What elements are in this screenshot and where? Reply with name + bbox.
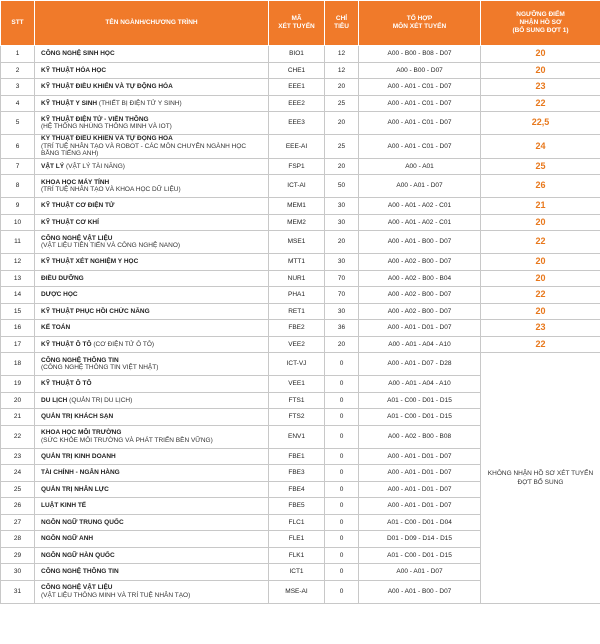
program-name-cell bbox=[35, 303, 269, 320]
combo-cell: A00 - A01 - C01 - D07 bbox=[359, 95, 481, 112]
program-name-cell bbox=[35, 231, 269, 254]
no-admission-note: KHÔNG NHẬN HỒ SƠ XÉT TUYỂN ĐỢT BỔ SUNG bbox=[481, 353, 600, 604]
stt-cell: 24 bbox=[1, 465, 35, 482]
program-name: DU LỊCH bbox=[41, 396, 68, 404]
stt-cell: 8 bbox=[1, 175, 35, 198]
program-name-cell bbox=[35, 158, 269, 175]
header-combo: TỔ HỢP MÔN XÉT TUYỂN bbox=[359, 1, 481, 46]
stt-cell: 2 bbox=[1, 62, 35, 79]
program-subtitle: (SỨC KHỎE MÔI TRƯỜNG VÀ PHÁT TRIỂN BỀN VỮNG) bbox=[41, 436, 213, 444]
table-row bbox=[1, 254, 600, 271]
quota-cell: 70 bbox=[325, 270, 359, 287]
program-name-cell bbox=[35, 498, 269, 515]
quota-cell: 0 bbox=[325, 465, 359, 482]
quota-cell: 0 bbox=[325, 409, 359, 426]
program-name: CÔNG NGHỆ VẬT LIỆU bbox=[41, 584, 113, 591]
code-cell: FSP1 bbox=[269, 158, 325, 175]
table-row bbox=[1, 214, 600, 231]
program-name: ĐIỀU DƯỠNG bbox=[41, 274, 84, 282]
stt-cell: 28 bbox=[1, 531, 35, 548]
program-name-cell bbox=[35, 514, 269, 531]
program-name-cell bbox=[35, 198, 269, 215]
code-cell: ICT-AI bbox=[269, 175, 325, 198]
program-name-cell bbox=[35, 270, 269, 287]
quota-cell: 25 bbox=[325, 135, 359, 159]
stt-cell: 3 bbox=[1, 79, 35, 96]
code-cell: MEM1 bbox=[269, 198, 325, 215]
program-name-cell bbox=[35, 320, 269, 337]
program-name-cell bbox=[35, 376, 269, 393]
code-cell: MSE-AI bbox=[269, 580, 325, 603]
combo-cell: A00 - B00 - B08 - D07 bbox=[359, 46, 481, 63]
program-name-cell bbox=[35, 409, 269, 426]
combo-cell: A00 - A02 - B00 - B08 bbox=[359, 425, 481, 448]
header-name: TÊN NGÀNH/CHƯƠNG TRÌNH bbox=[35, 1, 269, 46]
table-row bbox=[1, 112, 600, 135]
score-cell: 22,5 bbox=[481, 112, 600, 135]
program-name: KHOA HỌC MÔI TRƯỜNG bbox=[41, 429, 122, 436]
quota-cell: 30 bbox=[325, 214, 359, 231]
table-row bbox=[1, 198, 600, 215]
table-row bbox=[1, 270, 600, 287]
stt-cell: 1 bbox=[1, 46, 35, 63]
header-code: MÃ XÉT TUYỂN bbox=[269, 1, 325, 46]
program-name: DƯỢC HỌC bbox=[41, 291, 78, 298]
program-name-cell bbox=[35, 95, 269, 112]
code-cell: NUR1 bbox=[269, 270, 325, 287]
program-name: KỸ THUẬT CƠ ĐIỆN TỬ bbox=[41, 202, 115, 209]
program-subtitle: (TRÍ TUỆ NHÂN TẠO VÀ ROBOT - CÁC MÔN CHUYÊN NGÀNH HỌC BẰNG TIẾNG ANH) bbox=[41, 142, 247, 157]
program-name: VẬT LÝ bbox=[41, 162, 65, 170]
header-quota: CHỈ TIÊU bbox=[325, 1, 359, 46]
program-name-cell bbox=[35, 254, 269, 271]
program-name: KỸ THUẬT XÉT NGHIỆM Y HỌC bbox=[41, 258, 139, 265]
combo-cell: A00 - A01 - D01 - D07 bbox=[359, 498, 481, 515]
score-cell: 24 bbox=[481, 135, 600, 159]
quota-cell: 0 bbox=[325, 564, 359, 581]
code-cell: FLK1 bbox=[269, 547, 325, 564]
code-cell: RET1 bbox=[269, 303, 325, 320]
stt-cell: 11 bbox=[1, 231, 35, 254]
table-row bbox=[1, 175, 600, 198]
program-name-cell bbox=[35, 580, 269, 603]
program-name: KỸ THUẬT ĐIỀU KHIỂN VÀ TỰ ĐỘNG HÓA bbox=[41, 135, 173, 142]
quota-cell: 0 bbox=[325, 514, 359, 531]
score-cell: 22 bbox=[481, 287, 600, 304]
stt-cell: 19 bbox=[1, 376, 35, 393]
code-cell: ICT1 bbox=[269, 564, 325, 581]
program-name-cell bbox=[35, 531, 269, 548]
program-name: KỸ THUẬT Ô TÔ bbox=[41, 380, 92, 387]
program-name-cell bbox=[35, 392, 269, 409]
program-name-cell bbox=[35, 214, 269, 231]
program-name-cell bbox=[35, 112, 269, 135]
code-cell: FBE5 bbox=[269, 498, 325, 515]
combo-cell: A00 - A01 - D01 - D07 bbox=[359, 465, 481, 482]
program-name-cell bbox=[35, 448, 269, 465]
table-row bbox=[1, 46, 600, 63]
combo-cell: A01 - C00 - D01 - D15 bbox=[359, 409, 481, 426]
program-name-cell bbox=[35, 135, 269, 159]
stt-cell: 12 bbox=[1, 254, 35, 271]
stt-cell: 6 bbox=[1, 135, 35, 159]
combo-cell: A00 - A01 - C01 - D07 bbox=[359, 112, 481, 135]
stt-cell: 13 bbox=[1, 270, 35, 287]
stt-cell: 15 bbox=[1, 303, 35, 320]
table-row bbox=[1, 320, 600, 337]
stt-cell: 7 bbox=[1, 158, 35, 175]
quota-cell: 30 bbox=[325, 254, 359, 271]
code-cell: CHE1 bbox=[269, 62, 325, 79]
score-cell: 22 bbox=[481, 231, 600, 254]
combo-cell: A00 - A01 bbox=[359, 158, 481, 175]
code-cell: ICT-VJ bbox=[269, 353, 325, 376]
quota-cell: 20 bbox=[325, 158, 359, 175]
score-cell: 20 bbox=[481, 214, 600, 231]
code-cell: FBE1 bbox=[269, 448, 325, 465]
score-cell: 22 bbox=[481, 95, 600, 112]
quota-cell: 20 bbox=[325, 336, 359, 353]
program-name: NGÔN NGỮ TRUNG QUỐC bbox=[41, 518, 124, 526]
program-name: KHOA HỌC MÁY TÍNH bbox=[41, 178, 110, 186]
program-subtitle: (CÔNG NGHỆ THÔNG TIN VIỆT NHẬT) bbox=[41, 364, 159, 371]
stt-cell: 20 bbox=[1, 392, 35, 409]
program-name: KỸ THUẬT HÓA HỌC bbox=[41, 66, 107, 74]
stt-cell: 25 bbox=[1, 481, 35, 498]
combo-cell: A00 - A01 - D07 bbox=[359, 564, 481, 581]
quota-cell: 0 bbox=[325, 448, 359, 465]
combo-cell: A00 - A02 - B00 - D07 bbox=[359, 287, 481, 304]
code-cell: FLE1 bbox=[269, 531, 325, 548]
table-body bbox=[1, 46, 600, 604]
program-name: NGÔN NGỮ ANH bbox=[41, 535, 94, 542]
code-cell: MEM2 bbox=[269, 214, 325, 231]
program-name: KẾ TOÁN bbox=[41, 324, 71, 331]
stt-cell: 4 bbox=[1, 95, 35, 112]
stt-cell: 9 bbox=[1, 198, 35, 215]
combo-cell: A00 - A01 - A04 - A10 bbox=[359, 376, 481, 393]
stt-cell: 31 bbox=[1, 580, 35, 603]
program-subtitle: (VẬT LIỆU TIÊN TIẾN VÀ CÔNG NGHỆ NANO) bbox=[41, 242, 181, 249]
header-stt: STT bbox=[1, 1, 35, 46]
score-cell: 23 bbox=[481, 320, 600, 337]
program-name: NGÔN NGỮ HÀN QUỐC bbox=[41, 551, 115, 559]
code-cell: FTS1 bbox=[269, 392, 325, 409]
combo-cell: A00 - A01 - D01 - D07 bbox=[359, 320, 481, 337]
code-cell: ENV1 bbox=[269, 425, 325, 448]
program-name-cell bbox=[35, 481, 269, 498]
table-row bbox=[1, 287, 600, 304]
score-cell: 20 bbox=[481, 254, 600, 271]
score-cell: 26 bbox=[481, 175, 600, 198]
score-cell: 20 bbox=[481, 62, 600, 79]
program-name: KỸ THUẬT Ô TÔ bbox=[41, 340, 92, 348]
code-cell: FLC1 bbox=[269, 514, 325, 531]
stt-cell: 14 bbox=[1, 287, 35, 304]
combo-cell: A00 - A01 - B00 - D07 bbox=[359, 580, 481, 603]
code-cell: FTS2 bbox=[269, 409, 325, 426]
stt-cell: 29 bbox=[1, 547, 35, 564]
program-name-cell bbox=[35, 425, 269, 448]
code-cell: FBE4 bbox=[269, 481, 325, 498]
program-subtitle: (QUẢN TRỊ DU LỊCH) bbox=[69, 396, 133, 404]
combo-cell: A01 - C00 - D01 - D15 bbox=[359, 547, 481, 564]
quota-cell: 0 bbox=[325, 425, 359, 448]
score-cell: 25 bbox=[481, 158, 600, 175]
stt-cell: 10 bbox=[1, 214, 35, 231]
program-name: CÔNG NGHỆ SINH HỌC bbox=[41, 50, 115, 57]
code-cell: MTT1 bbox=[269, 254, 325, 271]
program-name-cell bbox=[35, 62, 269, 79]
quota-cell: 12 bbox=[325, 46, 359, 63]
table-row bbox=[1, 79, 600, 96]
score-cell: 22 bbox=[481, 336, 600, 353]
program-subtitle: (THIẾT BỊ ĐIỆN TỬ Y SINH) bbox=[98, 99, 182, 107]
program-name: CÔNG NGHỆ THÔNG TIN bbox=[41, 568, 119, 575]
quota-cell: 0 bbox=[325, 531, 359, 548]
code-cell: VEE1 bbox=[269, 376, 325, 393]
quota-cell: 20 bbox=[325, 231, 359, 254]
program-subtitle: (VẬT LIỆU THÔNG MINH VÀ TRÍ TUỆ NHÂN TẠO) bbox=[41, 591, 191, 599]
table-row bbox=[1, 95, 600, 112]
stt-cell: 5 bbox=[1, 112, 35, 135]
code-cell: FBE2 bbox=[269, 320, 325, 337]
stt-cell: 22 bbox=[1, 425, 35, 448]
program-name: KỸ THUẬT Y SINH bbox=[41, 99, 98, 107]
combo-cell: A00 - A01 - A04 - A10 bbox=[359, 336, 481, 353]
quota-cell: 30 bbox=[325, 303, 359, 320]
code-cell: MSE1 bbox=[269, 231, 325, 254]
table-row bbox=[1, 303, 600, 320]
combo-cell: A01 - C00 - D01 - D04 bbox=[359, 514, 481, 531]
combo-cell: A00 - A01 - C01 - D07 bbox=[359, 79, 481, 96]
program-subtitle: (CƠ ĐIỆN TỬ Ô TÔ) bbox=[93, 340, 155, 348]
combo-cell: A00 - A01 - B00 - D07 bbox=[359, 231, 481, 254]
program-name: LUẬT KINH TẾ bbox=[41, 502, 87, 509]
program-name-cell bbox=[35, 465, 269, 482]
program-name: QUẢN TRỊ KINH DOANH bbox=[41, 452, 116, 460]
stt-cell: 30 bbox=[1, 564, 35, 581]
program-name: QUẢN TRỊ NHÂN LỰC bbox=[41, 485, 109, 493]
stt-cell: 27 bbox=[1, 514, 35, 531]
stt-cell: 23 bbox=[1, 448, 35, 465]
code-cell: BIO1 bbox=[269, 46, 325, 63]
quota-cell: 36 bbox=[325, 320, 359, 337]
quota-cell: 0 bbox=[325, 498, 359, 515]
quota-cell: 20 bbox=[325, 112, 359, 135]
quota-cell: 50 bbox=[325, 175, 359, 198]
combo-cell: A00 - A01 - D07 - D28 bbox=[359, 353, 481, 376]
score-cell: 20 bbox=[481, 270, 600, 287]
stt-cell: 21 bbox=[1, 409, 35, 426]
combo-cell: A00 - A02 - B00 - D07 bbox=[359, 254, 481, 271]
program-name: KỸ THUẬT CƠ KHÍ bbox=[41, 218, 99, 226]
stt-cell: 18 bbox=[1, 353, 35, 376]
program-subtitle: (VẬT LÝ TÀI NĂNG) bbox=[65, 162, 125, 170]
header-score: NGƯỠNG ĐIỂM NHẬN HỒ SƠ (BỔ SUNG ĐỢT 1) bbox=[481, 1, 600, 46]
program-name: KỸ THUẬT ĐIỀU KHIỂN VÀ TỰ ĐỘNG HÓA bbox=[41, 83, 173, 90]
combo-cell: A00 - A01 - A02 - C01 bbox=[359, 214, 481, 231]
program-name-cell bbox=[35, 175, 269, 198]
score-cell: 20 bbox=[481, 303, 600, 320]
code-cell: EEE-AI bbox=[269, 135, 325, 159]
program-name-cell bbox=[35, 336, 269, 353]
table-row bbox=[1, 231, 600, 254]
combo-cell: A00 - B00 - D07 bbox=[359, 62, 481, 79]
program-name-cell bbox=[35, 79, 269, 96]
combo-cell: D01 - D09 - D14 - D15 bbox=[359, 531, 481, 548]
table-row bbox=[1, 353, 600, 376]
quota-cell: 0 bbox=[325, 376, 359, 393]
code-cell: EEE3 bbox=[269, 112, 325, 135]
quota-cell: 0 bbox=[325, 580, 359, 603]
program-name: KỸ THUẬT PHỤC HỒI CHỨC NĂNG bbox=[41, 307, 150, 315]
quota-cell: 0 bbox=[325, 547, 359, 564]
program-name: CÔNG NGHỆ THÔNG TIN bbox=[41, 356, 119, 364]
program-name: QUẢN TRỊ KHÁCH SẠN bbox=[41, 413, 114, 420]
combo-cell: A00 - A01 - D01 - D07 bbox=[359, 481, 481, 498]
program-name: KỸ THUẬT ĐIỆN TỬ - VIỄN THÔNG bbox=[41, 115, 149, 123]
table-row bbox=[1, 62, 600, 79]
score-cell: 21 bbox=[481, 198, 600, 215]
combo-cell: A00 - A01 - D01 - D07 bbox=[359, 448, 481, 465]
program-name: CÔNG NGHỆ VẬT LIỆU bbox=[41, 234, 113, 242]
combo-cell: A00 - A02 - B00 - D07 bbox=[359, 303, 481, 320]
stt-cell: 26 bbox=[1, 498, 35, 515]
score-cell: 20 bbox=[481, 46, 600, 63]
header-row bbox=[1, 1, 600, 46]
stt-cell: 16 bbox=[1, 320, 35, 337]
table-row bbox=[1, 158, 600, 175]
quota-cell: 0 bbox=[325, 392, 359, 409]
table-row bbox=[1, 336, 600, 353]
combo-cell: A00 - A01 - A02 - C01 bbox=[359, 198, 481, 215]
quota-cell: 25 bbox=[325, 95, 359, 112]
combo-cell: A00 - A01 - C01 - D07 bbox=[359, 135, 481, 159]
program-name-cell bbox=[35, 353, 269, 376]
quota-cell: 0 bbox=[325, 481, 359, 498]
quota-cell: 30 bbox=[325, 198, 359, 215]
code-cell: EEE1 bbox=[269, 79, 325, 96]
score-cell: 23 bbox=[481, 79, 600, 96]
combo-cell: A01 - C00 - D01 - D15 bbox=[359, 392, 481, 409]
code-cell: FBE3 bbox=[269, 465, 325, 482]
table-row bbox=[1, 135, 600, 159]
combo-cell: A00 - A01 - D07 bbox=[359, 175, 481, 198]
program-name-cell bbox=[35, 547, 269, 564]
code-cell: PHA1 bbox=[269, 287, 325, 304]
quota-cell: 70 bbox=[325, 287, 359, 304]
stt-cell: 17 bbox=[1, 336, 35, 353]
quota-cell: 0 bbox=[325, 353, 359, 376]
program-name-cell bbox=[35, 287, 269, 304]
program-subtitle: (TRÍ TUỆ NHÂN TẠO VÀ KHOA HỌC DỮ LIỆU) bbox=[41, 186, 181, 193]
code-cell: EEE2 bbox=[269, 95, 325, 112]
quota-cell: 20 bbox=[325, 79, 359, 96]
program-name-cell bbox=[35, 564, 269, 581]
combo-cell: A00 - A02 - B00 - B04 bbox=[359, 270, 481, 287]
program-name-cell bbox=[35, 46, 269, 63]
program-subtitle: (HỆ THỐNG NHÚNG THÔNG MINH VÀ IOT) bbox=[41, 123, 172, 130]
code-cell: VEE2 bbox=[269, 336, 325, 353]
program-name: TÀI CHÍNH - NGÂN HÀNG bbox=[41, 469, 120, 476]
quota-cell: 12 bbox=[325, 62, 359, 79]
